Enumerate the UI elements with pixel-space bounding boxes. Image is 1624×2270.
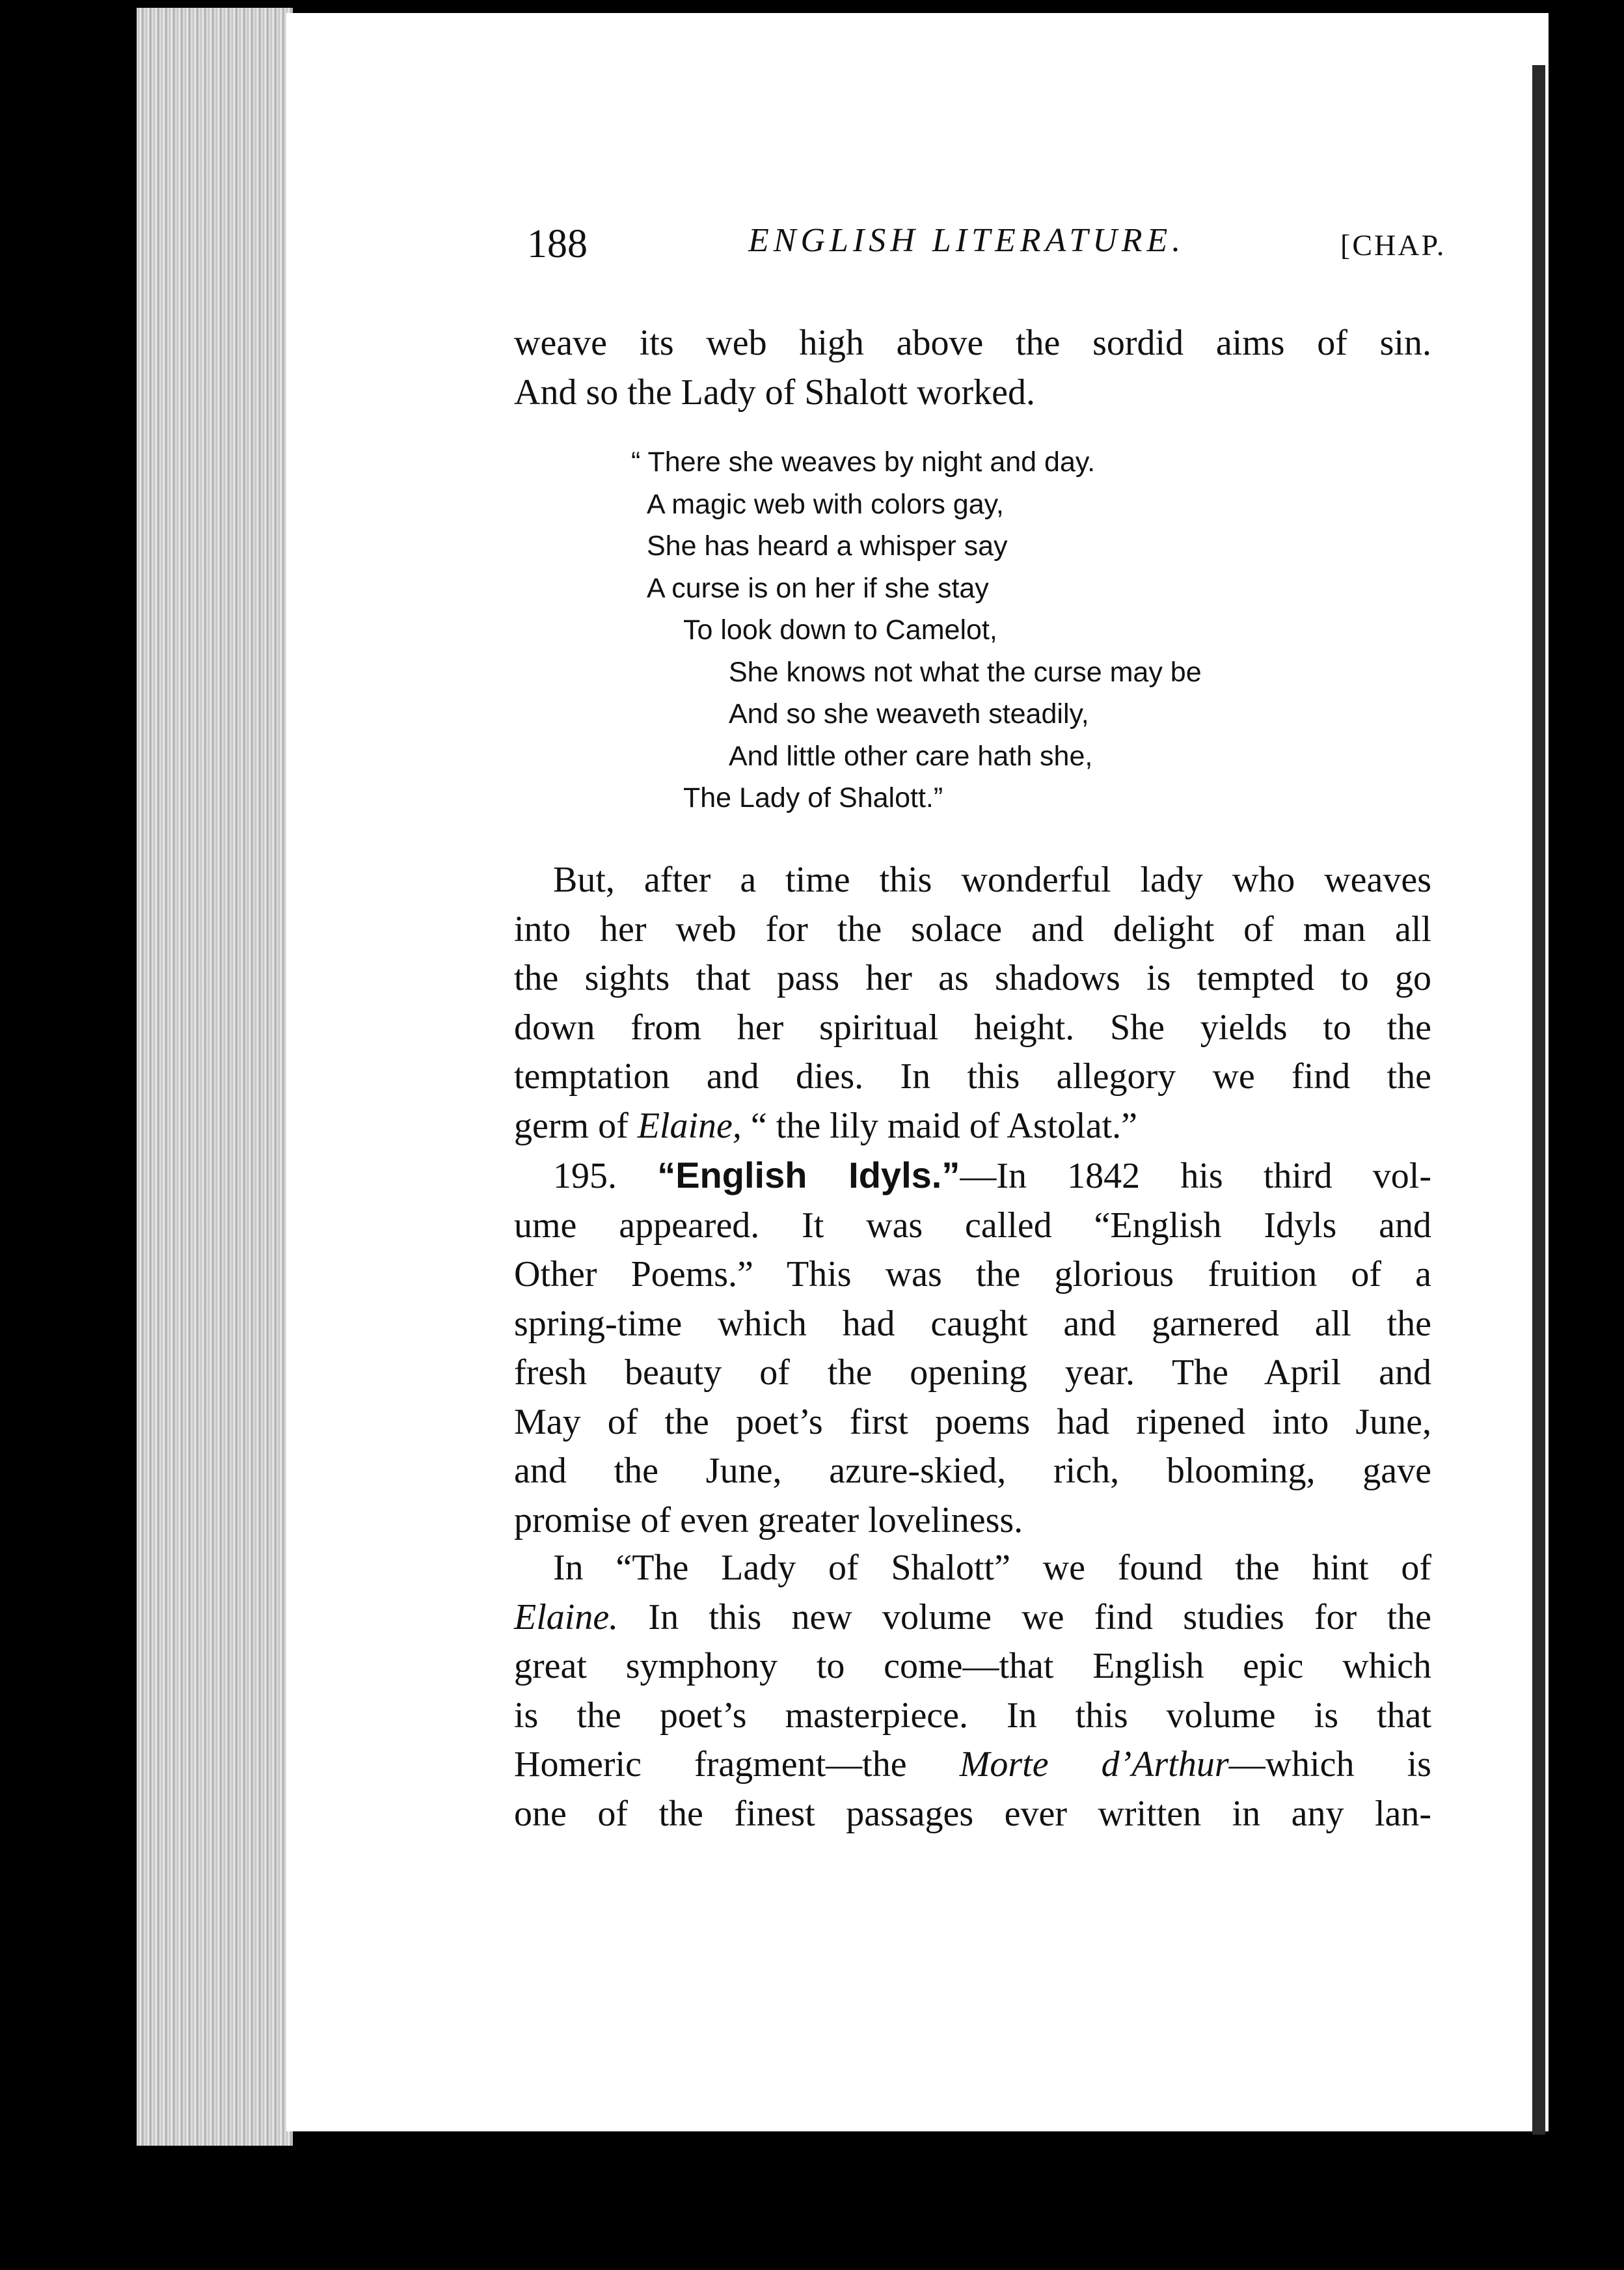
italic-title: Morte d’Arthur	[959, 1744, 1229, 1785]
italic-title: Elaine.	[514, 1596, 619, 1637]
text-line	[514, 1102, 1431, 1151]
text-line: great symphony to come—that English epic which	[514, 1646, 1431, 1686]
chapter-marker: [CHAP.	[1340, 228, 1446, 262]
text-line: May of the poet’s first poems had ripened into June,	[514, 1401, 1431, 1442]
poem-line: A curse is on her if she stay	[647, 572, 989, 604]
text-line: ume appeared. It was called “English Idyls and	[514, 1205, 1431, 1246]
text-line	[514, 1593, 1431, 1643]
text-line: down from her spiritual height. She yields to the	[514, 1007, 1431, 1048]
text-line: into her web for the solace and delight of man all	[514, 909, 1431, 950]
running-title: ENGLISH LITERATURE.	[748, 222, 1185, 259]
paragraph-lady-of-shalott	[514, 856, 1431, 1151]
poem-line: And so she weaveth steadily,	[729, 698, 1089, 730]
section-title: “English Idyls.”	[657, 1155, 960, 1196]
text-line: the sights that pass her as shadows is tempted to go	[514, 958, 1431, 998]
text-line: and the June, azure-skied, rich, blooming, gave	[514, 1451, 1431, 1491]
paragraph-english-idyls	[514, 1151, 1431, 1545]
text-line: But, after a time this wonderful lady who weaves	[553, 860, 1431, 900]
text-line: Other Poems.” This was the glorious fruition of a	[514, 1254, 1431, 1294]
page-number: 188	[527, 222, 588, 266]
poem-line: “ There she weaves by night and day.	[631, 446, 1096, 478]
book-page-edges	[137, 8, 293, 2146]
text-line: one of the finest passages ever written in any lan-	[514, 1793, 1431, 1834]
text-line: is the poet’s masterpiece. In this volume is that	[514, 1695, 1431, 1736]
text-line: fresh beauty of the opening year. The April and	[514, 1352, 1431, 1393]
text-line	[514, 1740, 1431, 1790]
poem-line: She knows not what the curse may be	[729, 656, 1202, 688]
text-line: And so the Lady of Shalott worked.	[514, 372, 1035, 413]
section-heading-line	[514, 1151, 1431, 1201]
poem-line: To look down to Camelot,	[683, 614, 997, 646]
poem-line: A magic web with colors gay,	[647, 488, 1004, 520]
text-fragment: In this new volume we find studies for the	[618, 1596, 1431, 1637]
text-line: In “The Lady of Shalott” we found the hint of	[553, 1548, 1431, 1588]
facing-page-edge	[1532, 65, 1545, 2135]
poem-quotation	[631, 441, 1202, 819]
paragraph-new-volume	[514, 1544, 1431, 1839]
text-fragment: germ of	[514, 1105, 638, 1146]
paragraph-continuation	[514, 319, 1431, 417]
poem-line: She has heard a whisper say	[647, 530, 1008, 562]
text-line: spring-time which had caught and garnered all the	[514, 1303, 1431, 1344]
text-fragment: —In 1842 his third vol-	[960, 1156, 1431, 1196]
poem-line: And little other care hath she,	[729, 740, 1093, 772]
italic-title: Elaine,	[637, 1105, 742, 1146]
text-fragment: Homeric fragment—the	[514, 1744, 960, 1785]
text-fragment: “ the lily maid of Astolat.”	[741, 1105, 1138, 1146]
text-line: weave its web high above the sordid aims of sin.	[514, 323, 1431, 363]
text-line: promise of even greater loveliness.	[514, 1499, 1023, 1540]
section-number: 195.	[553, 1156, 617, 1196]
text-fragment: —which is	[1228, 1744, 1431, 1785]
poem-line: The Lady of Shalott.”	[683, 782, 943, 814]
text-line: temptation and dies. In this allegory we find the	[514, 1056, 1431, 1097]
